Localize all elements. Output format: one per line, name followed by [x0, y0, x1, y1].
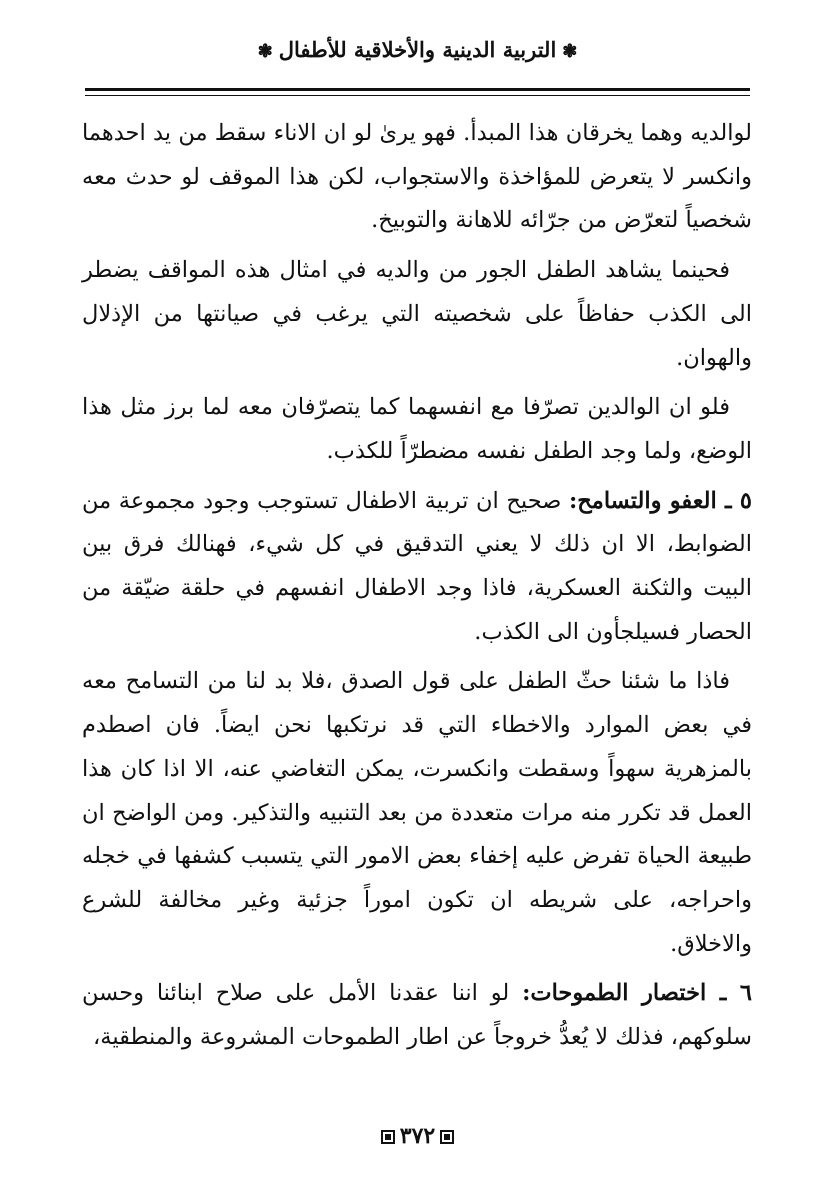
header-title: التربية الدينية والأخلاقية للأطفال	[278, 37, 557, 62]
star-ornament-icon: ❃	[257, 41, 273, 62]
paragraph: ٥ ـ العفو والتسامح: صحيح ان تربية الاطفال تستوجب وجود مجموعة من الضوابط، الا ان ذلك لا يعني التدقيق في كل شيء، فهنالك فرق بين البيت والثكنة العسكرية، فاذا وجد الاطفال انفسهم في حلقة ضيّقة من الحصار فسيلجأون الى الكذب.	[82, 487, 753, 645]
page-body	[82, 112, 752, 1102]
header-rule-thick	[85, 88, 750, 91]
running-header	[85, 32, 750, 68]
paragraph: ٦ ـ اختصار الطموحات: لو اننا عقدنا الأمل على صلاح ابنائنا وحسن سلوكهم، فذلك لا يُعدُّ خروجاً عن اطار الطموحات المشروعة والمنطقية،	[82, 980, 752, 1051]
square-ornament-icon	[440, 1130, 454, 1144]
header-rule-thin	[85, 95, 750, 96]
paragraph: فاذا ما شئنا حثّ الطفل على قول الصدق ،فلا بد لنا من التسامح معه في بعض الموارد والاخطاء التي قد نرتكبها نحن ايضاً. فان اصطدم بالمزهرية سهواً وسقطت وانكسرت، يمكن التغاضي عنه، الا اذا كان هذا العمل قد تكرر منه مرات متعددة من بعد التنبيه والتذكير. ومن الواضح ان طبيعة الحياة تفرض عليه إخفاء بعض الامور التي يتسبب كشفها في خجله واحراجه، على شريطه ان تكون اموراً جزئية وغير مخالفة للشرع والاخلاق.	[82, 668, 752, 957]
star-ornament-icon: ❃	[562, 41, 578, 62]
page-number: ٣٧٢	[399, 1123, 436, 1149]
square-ornament-icon	[381, 1130, 395, 1144]
paragraph: لوالديه وهما يخرقان هذا المبدأ. فهو يرىٰ لو ان الاناء سقط من يد احدهما وانكسر لا يتعرض للمؤاخذة والاستجواب، لكن هذا الموقف لو حدث معه شخصياً لتعرّض من جرّائه للاهانة والتوبيخ.	[82, 120, 752, 234]
section-heading: ٦ ـ اختصار الطموحات:	[522, 980, 752, 1007]
paragraph: فحينما يشاهد الطفل الجور من والديه في امثال هذه المواقف يضطر الى الكذب حفاظاً على شخصيته التي يرغب في صيانتها من الإذلال والهوان.	[82, 257, 752, 371]
section-heading: ٥ ـ العفو والتسامح:	[568, 487, 753, 514]
paragraph: فلو ان الوالدين تصرّفا مع انفسهما كما يتصرّفان معه لما برز مثل هذا الوضع، ولما وجد الطفل نفسه مضطرّاً للكذب.	[82, 394, 752, 464]
page-footer	[0, 1118, 835, 1154]
